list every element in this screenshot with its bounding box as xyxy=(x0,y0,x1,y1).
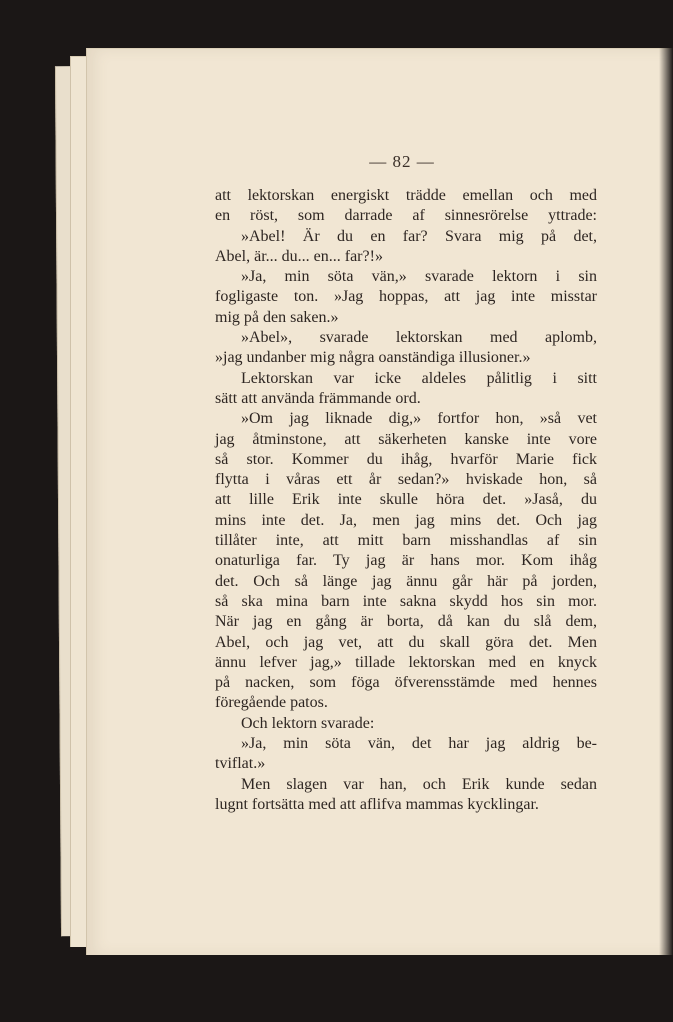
text-line: »Abel! Är du en far? Svara mig på det, xyxy=(241,227,597,245)
text-line: sätt att använda främmande ord. xyxy=(215,389,421,407)
text-line: flytta i våras ett år sedan?» hviskade hon, så xyxy=(215,471,597,489)
text-line: det. Och så länge jag ännu går här på jorden, xyxy=(215,572,597,590)
text-line: mins inte det. Ja, men jag mins det. Och jag xyxy=(215,511,597,529)
text-line: »Om jag liknade dig,» fortfor hon, »så vet xyxy=(241,410,597,428)
page-number: — 82 — xyxy=(369,152,435,171)
text-line: en röst, som darrade af sinnesrörelse yttrade: xyxy=(215,207,597,225)
text-line: »Ja, min söta vän, det har jag aldrig be- xyxy=(241,735,597,753)
text-line: ännu lefver jag,» tillade lektorskan med en knyck xyxy=(215,653,597,671)
text-line: tillåter inte, att mitt barn misshandlas af sin xyxy=(215,532,597,550)
text-line: att lektorskan energiskt trädde emellan och med xyxy=(215,187,597,204)
text-line: Abel, och jag vet, att du skall göra det. Men xyxy=(215,633,597,651)
text-line: fogligaste ton. »Jag hoppas, att jag inte misstar xyxy=(215,288,597,306)
text-line: onaturliga far. Ty jag är hans mor. Kom ihåg xyxy=(215,552,597,570)
text-line: mig på den saken.» xyxy=(215,308,339,326)
body-text xyxy=(215,186,597,815)
text-line: föregående patos. xyxy=(215,694,328,712)
text-line: jag åtminstone, att säkerheten kanske inte vore xyxy=(215,430,597,448)
text-line: »Ja, min söta vän,» svarade lektorn i sin xyxy=(241,268,597,286)
text-line: Lektorskan var icke aldeles pålitlig i sitt xyxy=(241,369,597,387)
text-line: tviflat.» xyxy=(215,755,266,773)
text-line: att lille Erik inte skulle höra det. »Jaså, du xyxy=(215,491,597,509)
text-line: Men slagen var han, och Erik kunde sedan xyxy=(241,775,597,793)
text-line: »Abel», svarade lektorskan med aplomb, xyxy=(241,329,597,347)
text-line: lugnt fortsätta med att aflifva mammas kycklingar. xyxy=(215,795,539,813)
text-line: på nacken, som föga öfverensstämde med hennes xyxy=(215,674,597,692)
text-line: så stor. Kommer du ihåg, hvarför Marie fick xyxy=(215,450,597,468)
text-line: Abel, är... du... en... far?!» xyxy=(215,247,383,265)
text-line: »jag undanber mig några oanständiga illusioner.» xyxy=(215,349,531,367)
text-line: så ska mina barn inte sakna skydd hos sin mor. xyxy=(215,592,597,610)
text-line: När jag en gång är borta, då kan du slå dem, xyxy=(215,613,597,631)
text-line: Och lektorn svarade: xyxy=(241,714,375,732)
